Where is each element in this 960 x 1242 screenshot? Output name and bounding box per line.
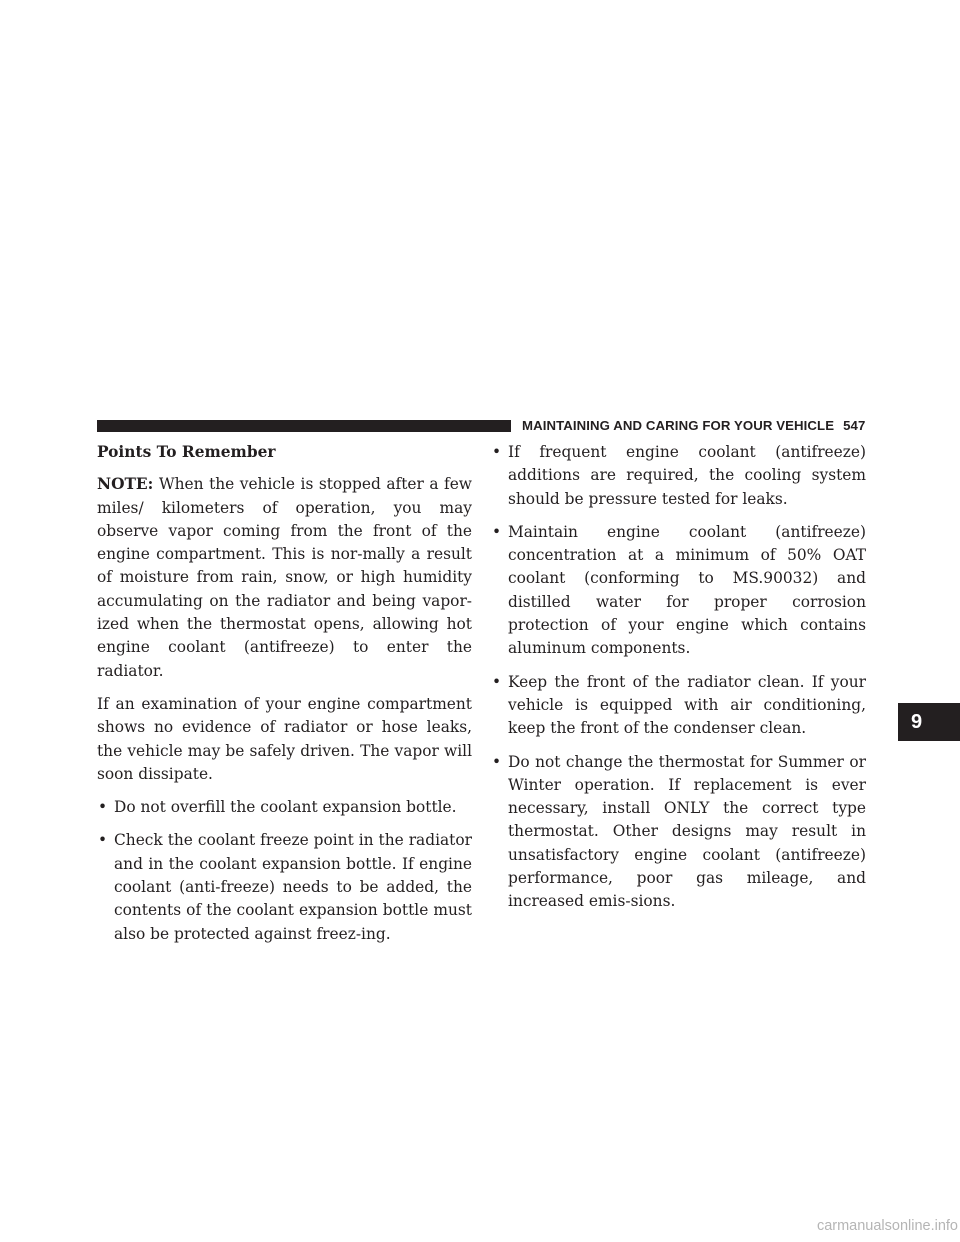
header-rule [97, 420, 511, 432]
left-column [97, 441, 472, 956]
bullet-icon: • [98, 831, 108, 850]
bullet-icon: • [492, 522, 502, 541]
bullet-icon: • [492, 443, 502, 461]
list-item-text: If frequent engine coolant (antifreeze) additions are required, the cooling system should be pressure tested for leaks. [508, 443, 866, 508]
list-item-text: Maintain engine coolant (antifreeze) concentration at a minimum of 50% OAT coolant (conforming to MS.90032) and distilled water for proper corrosion protection of your engine which contains aluminum components. [508, 522, 866, 658]
running-header [522, 418, 865, 436]
chapter-tab: 9 [898, 703, 960, 741]
list-item [97, 829, 472, 945]
page-number: 547 [843, 418, 866, 433]
bullet-icon: • [98, 798, 108, 817]
note-paragraph [97, 473, 472, 683]
list-item [491, 441, 866, 511]
list-item [97, 796, 472, 819]
bullet-icon: • [492, 752, 502, 771]
body-paragraph: If an examination of your engine compartment shows no evidence of radiator or hose leaks, the vehicle may be safely driven. The vapor will soon dissipate. [97, 694, 472, 783]
bullet-icon: • [492, 672, 502, 691]
note-label: NOTE: [97, 475, 154, 494]
note-text: When the vehicle is stopped after a few miles/ kilometers of operation, you may observe vapor coming from the front of the engine compartment. This is nor-mally a result of moisture from rain, snow, or high humidity accumulating on the radiator and being vapor-ized when the thermostat opens, allowing hot engine coolant (antifreeze) to enter the radiator. [97, 475, 472, 680]
list-item-text: Do not overfill the coolant expansion bottle. [114, 798, 457, 817]
right-bullet-list [491, 441, 866, 914]
list-item [491, 751, 866, 914]
list-item [491, 521, 866, 661]
list-item [491, 671, 866, 741]
watermark: carmanualsonline.info [816, 1218, 958, 1234]
section-title: MAINTAINING AND CARING FOR YOUR VEHICLE [522, 418, 835, 433]
list-item-text: Check the coolant freeze point in the radiator and in the coolant expansion bottle. If engine coolant (anti-freeze) needs to be added, the contents of the coolant expansion bottle must also be protected against freez-ing. [114, 831, 472, 943]
list-item-text: Do not change the thermostat for Summer or Winter operation. If replacement is ever necessary, install ONLY the correct type thermostat. Other designs may result in unsatisfactory engine coolant (antifreeze) performance, poor gas mileage, and increased emis-sions. [508, 752, 866, 911]
section-heading: Points To Remember [97, 443, 276, 461]
right-column [491, 441, 866, 924]
list-item-text: Keep the front of the radiator clean. If your vehicle is equipped with air conditioning, keep the front of the condenser clean. [508, 672, 866, 738]
left-bullet-list [97, 796, 472, 946]
